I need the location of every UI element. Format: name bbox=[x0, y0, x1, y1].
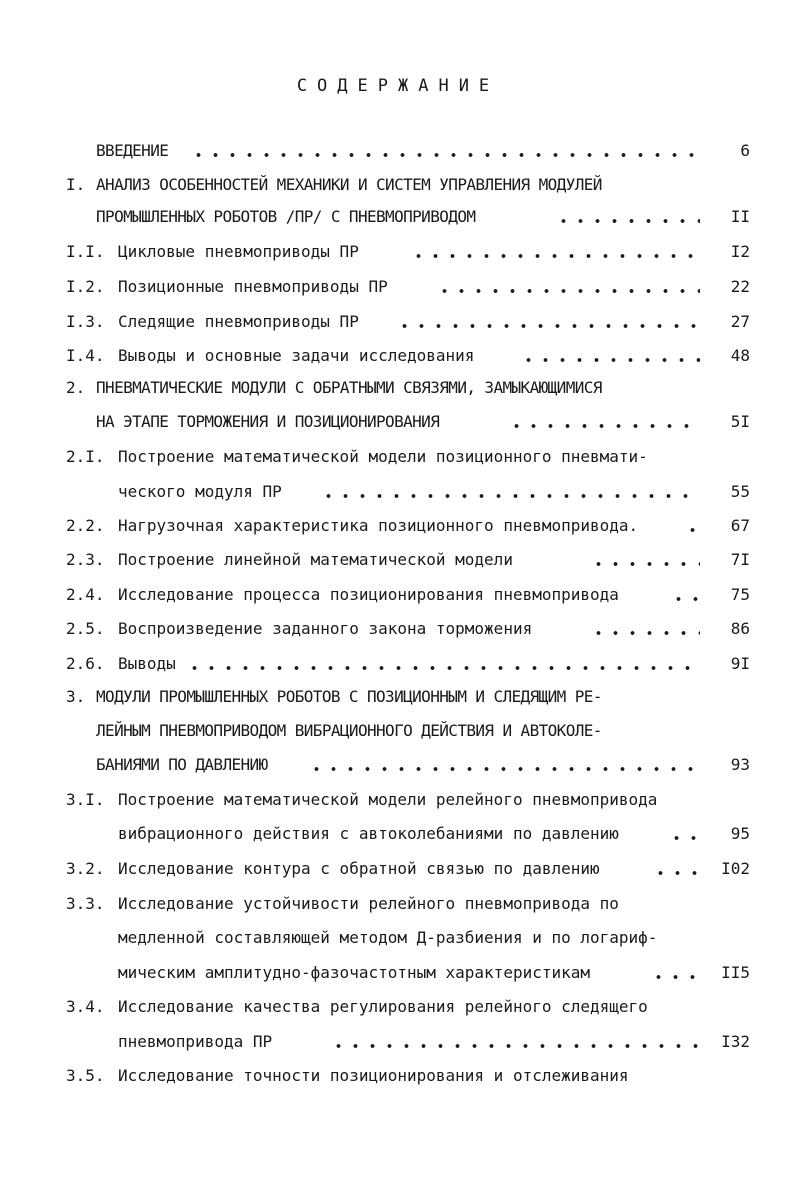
toc-leader-dots bbox=[330, 1027, 700, 1057]
toc-entry-number: 2.I. bbox=[66, 447, 105, 466]
toc-page-number: 75 bbox=[730, 585, 750, 604]
toc-page-number: 22 bbox=[730, 277, 750, 296]
toc-entry-number: 2.2. bbox=[66, 516, 105, 535]
toc-entry-number: 2.3. bbox=[66, 550, 105, 569]
toc-leader-dots bbox=[670, 580, 700, 610]
toc-entry bbox=[0, 307, 796, 337]
toc-page-number: 67 bbox=[730, 516, 750, 535]
toc-entry-number: 3. bbox=[66, 687, 86, 706]
toc-entry-title: Следящие пневмоприводы ПР bbox=[118, 312, 359, 331]
toc-entry-number: 3.I. bbox=[66, 790, 105, 809]
toc-leader-dots bbox=[668, 819, 700, 849]
toc-entry bbox=[0, 785, 796, 815]
toc-entry-title: вибрационного действия с автоколебаниями по давлению bbox=[118, 824, 619, 843]
toc-entry-title: ЛЕЙНЫМ ПНЕВМОПРИВОДОМ ВИБРАЦИОННОГО ДЕЙСТВИЯ И АВТОКОЛЕ- bbox=[96, 721, 602, 740]
toc-entry-number: I.I. bbox=[66, 242, 105, 261]
toc-entry-title: Построение математической модели позиционного пневмати- bbox=[118, 447, 648, 466]
toc-entry bbox=[0, 750, 796, 780]
toc-leader-dots bbox=[436, 272, 700, 302]
toc-entry bbox=[0, 580, 796, 610]
toc-leader-dots bbox=[590, 545, 700, 575]
toc-page-number: 9I bbox=[730, 654, 750, 673]
toc-entry bbox=[0, 511, 796, 541]
toc-entry-title: Выводы bbox=[118, 654, 176, 673]
toc-title: СОДЕРЖАНИЕ bbox=[296, 76, 500, 96]
toc-entry-title: АНАЛИЗ ОСОБЕННОСТЕЙ МЕХАНИКИ И СИСТЕМ УПРАВЛЕНИЯ МОДУЛЕЙ bbox=[96, 175, 602, 194]
toc-entry bbox=[0, 854, 796, 884]
toc-leader-dots bbox=[650, 958, 700, 988]
toc-entry-title: ВВЕДЕНИЕ bbox=[96, 141, 169, 160]
toc-entry-title: медленной составляющей методом Д-разбиения и по логариф- bbox=[118, 928, 658, 947]
toc-entry-title: Исследование качества регулирования релейного следящего bbox=[118, 997, 648, 1016]
toc-entry-title: Исследование контура с обратной связью по давлению bbox=[118, 859, 600, 878]
toc-leader-dots bbox=[684, 511, 700, 541]
toc-entry-number: 2.4. bbox=[66, 585, 105, 604]
toc-entry-title: Построение линейной математической модели bbox=[118, 550, 513, 569]
toc-entry bbox=[0, 341, 796, 371]
toc-entry-title: ческого модуля ПР bbox=[118, 482, 282, 501]
toc-leader-dots bbox=[652, 854, 700, 884]
toc-page-number: I2 bbox=[730, 242, 750, 261]
toc-entry bbox=[0, 477, 796, 507]
toc-entry-title: мическим амплитудно-фазочастотным характеристикам bbox=[118, 963, 591, 982]
toc-leader-dots bbox=[396, 307, 700, 337]
toc-leader-dots bbox=[508, 407, 700, 437]
toc-entry-title: МОДУЛИ ПРОМЫШЛЕННЫХ РОБОТОВ С ПОЗИЦИОННЫМ И СЛЕДЯЩИМ РЕ- bbox=[96, 687, 602, 706]
toc-entry bbox=[0, 1061, 796, 1091]
toc-entry bbox=[0, 237, 796, 267]
toc-entry bbox=[0, 272, 796, 302]
toc-entry bbox=[0, 992, 796, 1022]
toc-entry bbox=[0, 545, 796, 575]
toc-page-number: 95 bbox=[730, 824, 750, 843]
toc-leader-dots bbox=[186, 649, 700, 679]
toc-page-number: 55 bbox=[730, 482, 750, 501]
toc-entry-number: I. bbox=[66, 175, 86, 194]
toc-entry-title: НА ЭТАПЕ ТОРМОЖЕНИЯ И ПОЗИЦИОНИРОВАНИЯ bbox=[96, 412, 440, 431]
toc-entry bbox=[0, 614, 796, 644]
toc-entry bbox=[0, 202, 796, 232]
toc-entry-title: Воспроизведение заданного закона торможения bbox=[118, 619, 533, 638]
toc-entry bbox=[0, 136, 796, 166]
toc-entry-title: Исследование точности позиционирования и отслеживания bbox=[118, 1066, 629, 1085]
toc-entry-number: 3.3. bbox=[66, 894, 105, 913]
toc-page-number: II5 bbox=[721, 963, 750, 982]
toc-entry-title: Исследование процесса позиционирования пневмопривода bbox=[118, 585, 619, 604]
toc-entry bbox=[0, 889, 796, 919]
toc-entry-number: I.2. bbox=[66, 277, 105, 296]
toc-page-number: 6 bbox=[740, 141, 750, 160]
toc-entry bbox=[0, 1027, 796, 1057]
toc-entry-number: 3.2. bbox=[66, 859, 105, 878]
toc-leader-dots bbox=[190, 136, 700, 166]
toc-entry bbox=[0, 819, 796, 849]
toc-entry bbox=[0, 649, 796, 679]
toc-page-number: 7I bbox=[730, 550, 750, 569]
toc-entry bbox=[0, 373, 796, 403]
toc-entry-title: Нагрузочная характеристика позиционного пневмопривода. bbox=[118, 516, 639, 535]
toc-entry-number: I.3. bbox=[66, 312, 105, 331]
toc-entry bbox=[0, 923, 796, 953]
toc-entry-title: ПРОМЫШЛЕННЫХ РОБОТОВ /ПР/ С ПНЕВМОПРИВОДОМ bbox=[96, 207, 476, 226]
toc-page-number: 48 bbox=[730, 346, 750, 365]
toc-entry bbox=[0, 716, 796, 746]
toc-entry bbox=[0, 170, 796, 200]
toc-entry-title: Выводы и основные задачи исследования bbox=[118, 346, 475, 365]
toc-leader-dots bbox=[520, 341, 700, 371]
toc-leader-dots bbox=[555, 202, 700, 232]
toc-leader-dots bbox=[308, 750, 700, 780]
toc-entry-title: Исследование устойчивости релейного пневмопривода по bbox=[118, 894, 619, 913]
toc-entry-title: Построение математической модели релейного пневмопривода bbox=[118, 790, 658, 809]
toc-page-number: II bbox=[730, 207, 750, 226]
toc-entry bbox=[0, 958, 796, 988]
toc-leader-dots bbox=[410, 237, 700, 267]
toc-leader-dots bbox=[320, 477, 700, 507]
toc-entry bbox=[0, 442, 796, 472]
toc-page-number: 93 bbox=[730, 755, 750, 774]
toc-entry-number: 3.5. bbox=[66, 1066, 105, 1085]
toc-entry-title: Цикловые пневмоприводы ПР bbox=[118, 242, 359, 261]
toc-entry-number: 2.5. bbox=[66, 619, 105, 638]
toc-entry-title: ПНЕВМАТИЧЕСКИЕ МОДУЛИ С ОБРАТНЫМИ СВЯЗЯМИ, ЗАМЫКАЮЩИМИСЯ bbox=[96, 378, 602, 397]
toc-entry bbox=[0, 407, 796, 437]
toc-entry-number: 2.6. bbox=[66, 654, 105, 673]
toc-page-number: I32 bbox=[721, 1032, 750, 1051]
toc-entry-title: пневмопривода ПР bbox=[118, 1032, 273, 1051]
toc-page-number: 27 bbox=[730, 312, 750, 331]
toc-entry-title: Позиционные пневмоприводы ПР bbox=[118, 277, 388, 296]
toc-leader-dots bbox=[590, 614, 700, 644]
toc-page-number: I02 bbox=[721, 859, 750, 878]
toc-entry-number: I.4. bbox=[66, 346, 105, 365]
toc-entry-number: 3.4. bbox=[66, 997, 105, 1016]
toc-page-number: 5I bbox=[730, 412, 750, 431]
toc-entry-number: 2. bbox=[66, 378, 86, 397]
toc-page-number: 86 bbox=[730, 619, 750, 638]
toc-entry bbox=[0, 682, 796, 712]
toc-entry-title: БАНИЯМИ ПО ДАВЛЕНИЮ bbox=[96, 755, 268, 774]
